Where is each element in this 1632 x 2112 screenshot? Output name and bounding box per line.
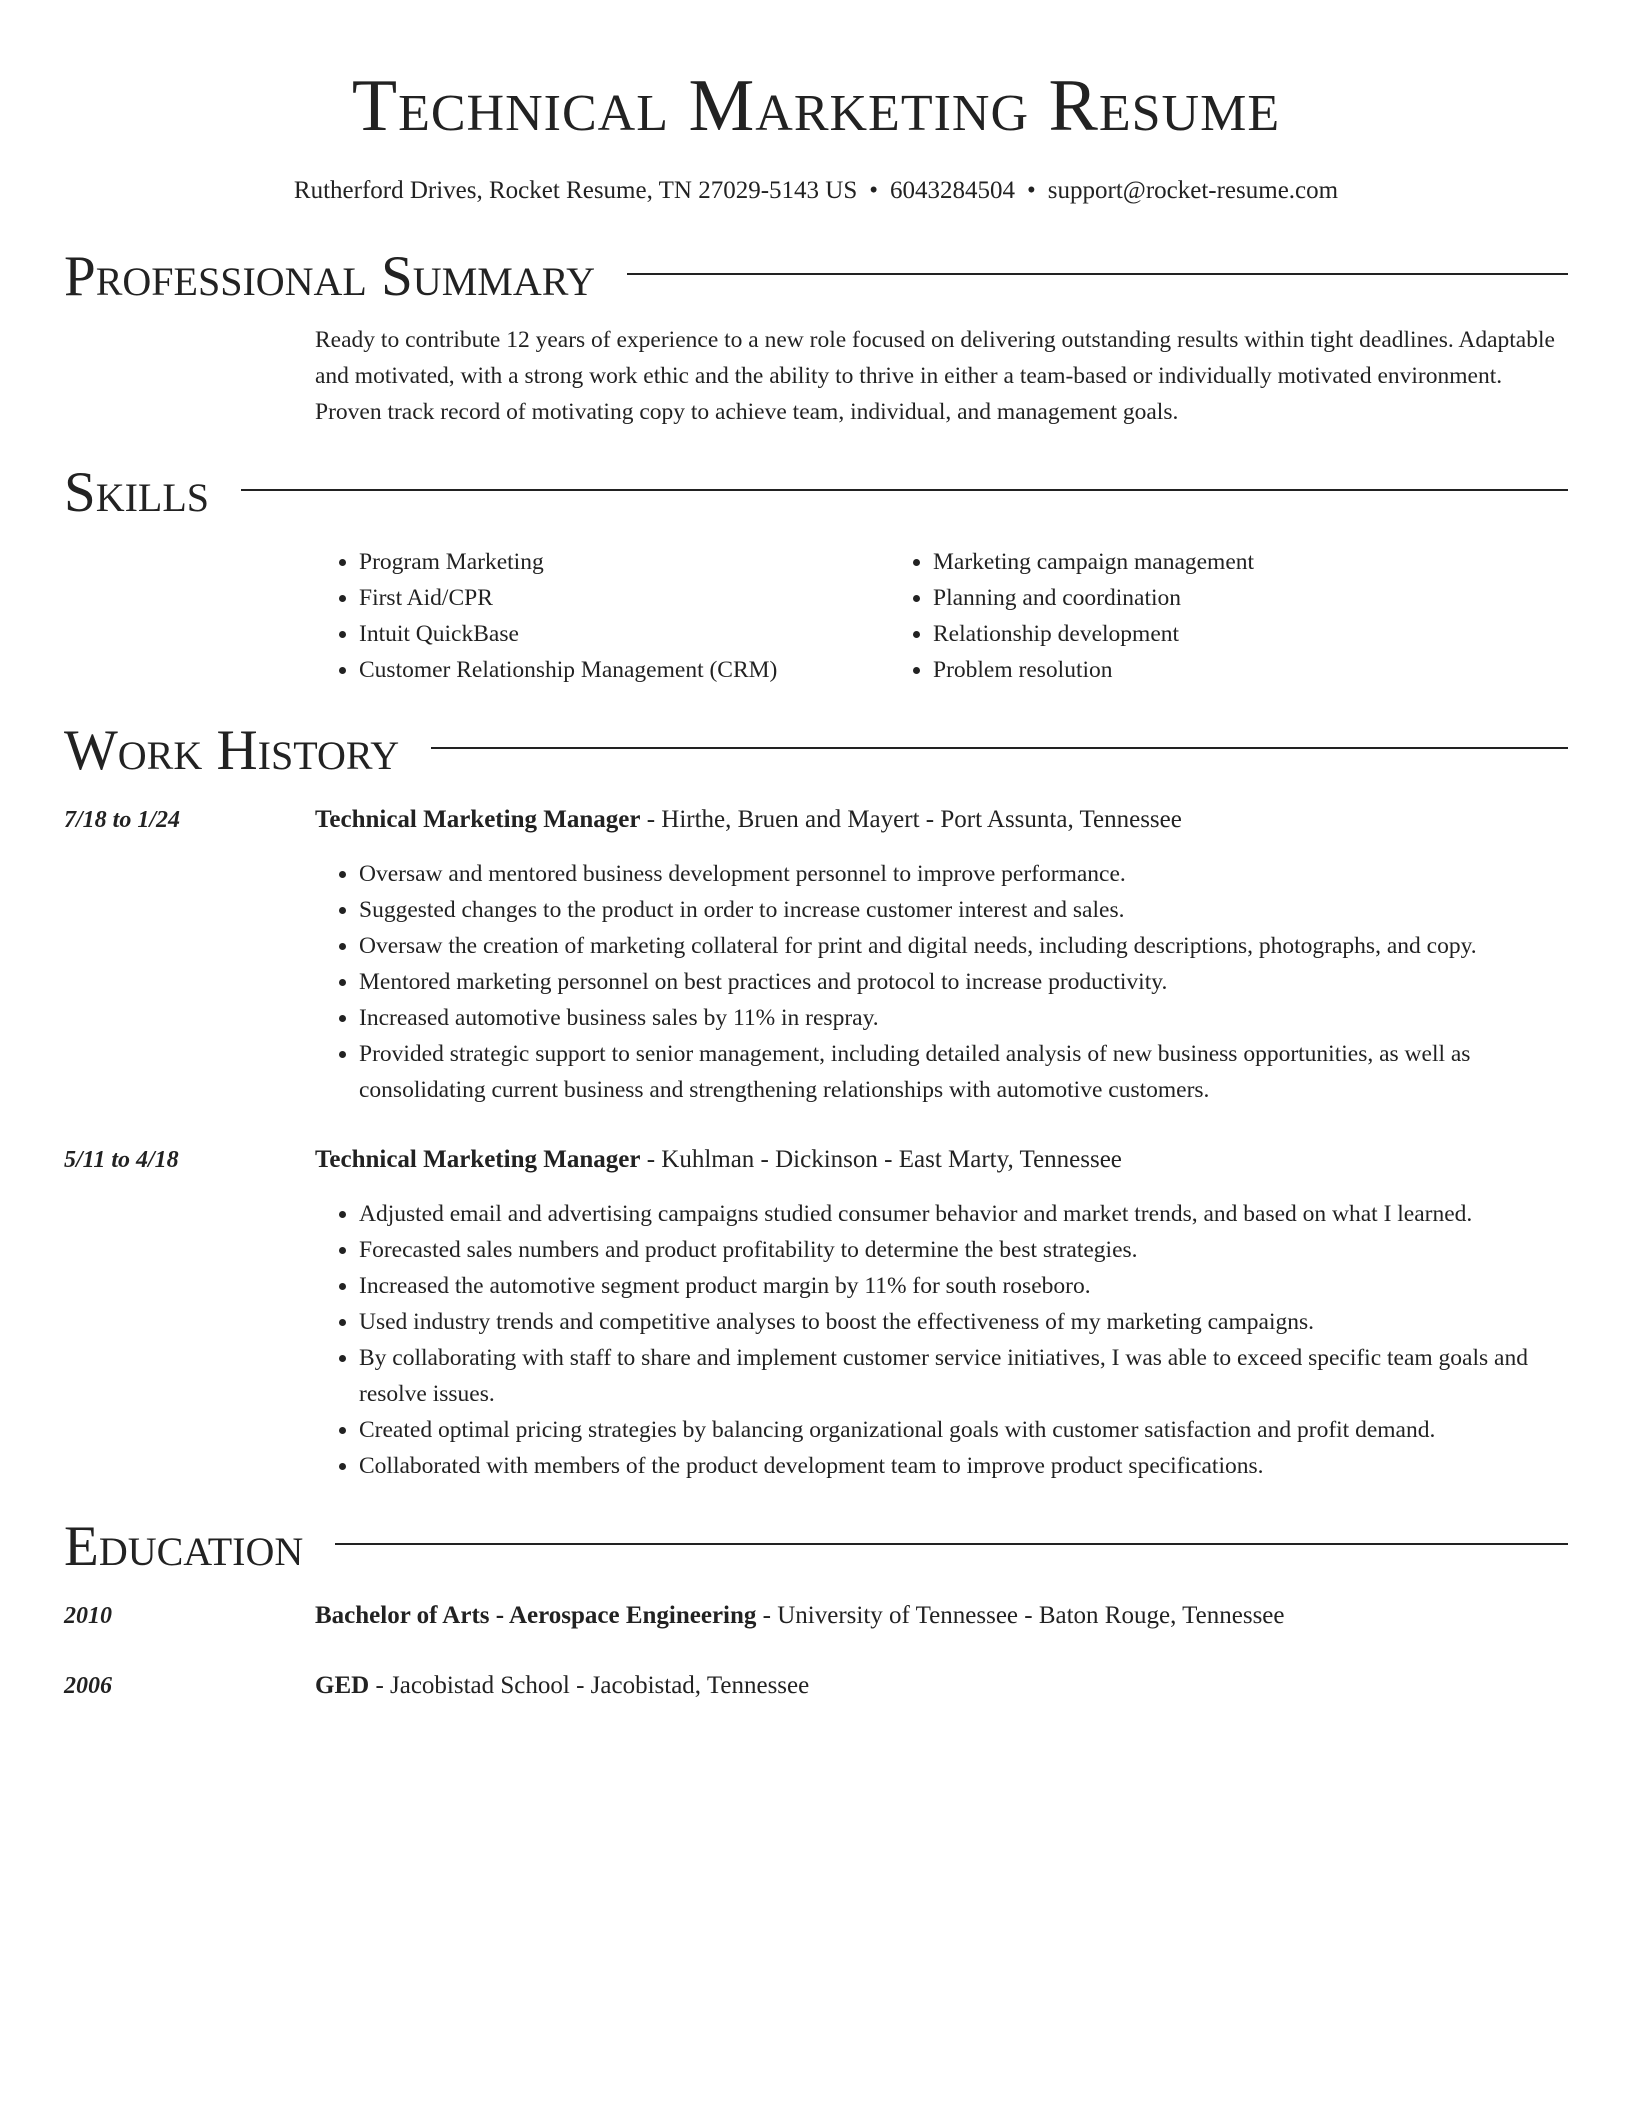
skill-item: • Relationship development xyxy=(933,616,1254,652)
contact-separator: • xyxy=(869,177,879,204)
skills-column-right xyxy=(889,544,1254,688)
job-entry xyxy=(64,1142,1568,1484)
work-section-header xyxy=(64,718,1568,784)
job-entry xyxy=(64,802,1568,1108)
skills-section-header xyxy=(64,460,1568,526)
education-school: - University of Tennessee - Baton Rouge, Tennessee xyxy=(756,1602,1285,1629)
contact-email[interactable]: support@rocket-resume.com xyxy=(1047,177,1339,204)
contact-address: Rutherford Drives, Rocket Resume, TN 27029-5143 US xyxy=(293,177,858,204)
education-year: 2006 xyxy=(64,1673,112,1699)
section-divider xyxy=(431,747,1568,749)
summary-section-header xyxy=(64,244,1568,310)
education-title-line xyxy=(315,1598,1568,1634)
education-entry xyxy=(64,1668,1568,1704)
job-bullet: • Mentored marketing personnel on best practices and protocol to increase productivity. xyxy=(359,964,1568,1000)
job-bullet: • Increased automotive business sales by 11% in respray. xyxy=(359,1000,1568,1036)
job-bullet: • By collaborating with staff to share and implement customer service initiatives, I was able to exceed specific team goals and resolve issues. xyxy=(359,1340,1568,1412)
job-title-line xyxy=(315,802,1568,838)
job-bullet: • Created optimal pricing strategies by balancing organizational goals with customer satisfaction and profit demand. xyxy=(359,1412,1568,1448)
job-bullets xyxy=(315,1196,1568,1484)
section-divider xyxy=(241,489,1568,491)
job-employer: - Kuhlman - Dickinson - East Marty, Tennessee xyxy=(640,1146,1122,1173)
contact-phone: 6043284504 xyxy=(890,177,1016,204)
education-title-line xyxy=(315,1668,1568,1704)
job-bullets xyxy=(315,856,1568,1108)
job-dates: 7/18 to 1/24 xyxy=(64,807,181,833)
education-content xyxy=(315,1668,1568,1704)
summary-text: Ready to contribute 12 years of experience to a new role focused on delivering outstanding results within tight deadlines. Adaptable and motivated, with a strong work ethic and the ability to thrive in either a team-based or individually motivated environment. Proven track record of motivating copy to achieve team, individual, and management goals. xyxy=(315,327,1555,425)
education-heading: Education xyxy=(64,1515,304,1578)
skill-item: • Program Marketing xyxy=(359,544,889,580)
skills-column-left xyxy=(315,544,889,688)
skills-heading: Skills xyxy=(64,461,210,524)
job-bullet: • Increased the automotive segment product margin by 11% for south roseboro. xyxy=(359,1268,1568,1304)
skill-item: • Customer Relationship Management (CRM) xyxy=(359,652,889,688)
job-bullet: • Oversaw the creation of marketing collateral for print and digital needs, including descriptions, photographs, and copy. xyxy=(359,928,1568,964)
resume-title: Technical Marketing Resume xyxy=(351,65,1281,147)
education-section-header xyxy=(64,1514,1568,1580)
work-heading: Work History xyxy=(64,719,400,782)
section-divider xyxy=(627,273,1568,275)
skill-item: • Intuit QuickBase xyxy=(359,616,889,652)
contact-line xyxy=(64,174,1568,208)
education-content xyxy=(315,1598,1568,1634)
summary-heading: Professional Summary xyxy=(64,245,596,308)
skills-list xyxy=(315,544,1568,688)
education-degree: Bachelor of Arts - Aerospace Engineering xyxy=(315,1602,757,1629)
education-entry xyxy=(64,1598,1568,1634)
job-dates: 5/11 to 4/18 xyxy=(64,1147,179,1173)
skill-item: • Problem resolution xyxy=(933,652,1254,688)
education-school: - Jacobistad School - Jacobistad, Tennessee xyxy=(369,1672,810,1699)
job-bullet: • Used industry trends and competitive analyses to boost the effectiveness of my marketing campaigns. xyxy=(359,1304,1568,1340)
job-title-line xyxy=(315,1142,1568,1178)
job-bullet: • Oversaw and mentored business development personnel to improve performance. xyxy=(359,856,1568,892)
job-title: Technical Marketing Manager xyxy=(315,1146,641,1173)
education-degree: GED xyxy=(315,1672,370,1699)
job-bullet: • Provided strategic support to senior management, including detailed analysis of new business opportunities, as well as consolidating current business and strengthening relationships with automotive customers. xyxy=(359,1036,1568,1108)
job-bullet: • Collaborated with members of the product development team to improve product specifications. xyxy=(359,1448,1568,1484)
job-bullet: • Forecasted sales numbers and product profitability to determine the best strategies. xyxy=(359,1232,1568,1268)
job-title: Technical Marketing Manager xyxy=(315,806,641,833)
skill-item: • Planning and coordination xyxy=(933,580,1254,616)
job-employer: - Hirthe, Bruen and Mayert - Port Assunta, Tennessee xyxy=(640,806,1182,833)
job-bullet: • Suggested changes to the product in order to increase customer interest and sales. xyxy=(359,892,1568,928)
skill-item: • First Aid/CPR xyxy=(359,580,889,616)
job-content xyxy=(315,802,1568,1108)
job-content xyxy=(315,1142,1568,1484)
section-divider xyxy=(335,1543,1568,1545)
education-year: 2010 xyxy=(64,1603,112,1629)
skill-item: • Marketing campaign management xyxy=(933,544,1254,580)
job-bullet: • Adjusted email and advertising campaigns studied consumer behavior and market trends, and based on what I learned. xyxy=(359,1196,1568,1232)
contact-separator: • xyxy=(1027,177,1036,204)
